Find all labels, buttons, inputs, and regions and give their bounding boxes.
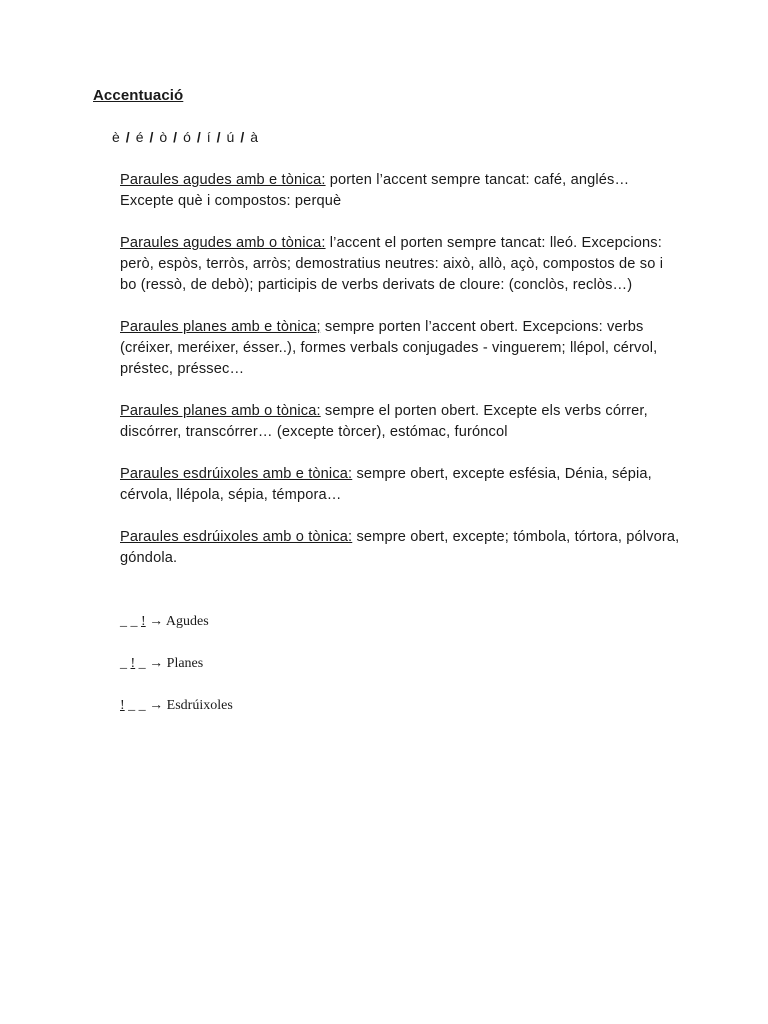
paragraph-text: porten l’accent sempre tancat: café, anglés… Excepte què i compostos: perquè	[120, 172, 630, 209]
paragraph-text: sempre el porten obert. Excepte els verbs córrer, discórrer, transcórrer… (excepte tòrcer), estómac, furóncol	[120, 403, 648, 440]
syllable-rule-agudes	[120, 611, 233, 632]
accent-char: í	[206, 129, 211, 145]
rule-paragraph	[120, 233, 680, 296]
paragraph-heading: Paraules planes amb o tònica:	[120, 403, 321, 419]
accent-separator: /	[173, 129, 178, 145]
document-body	[120, 170, 680, 590]
accent-separator: /	[125, 129, 130, 145]
accent-char: ó	[183, 129, 191, 145]
rule-paragraph	[120, 170, 680, 212]
accent-separator: /	[149, 129, 154, 145]
paragraph-heading: Paraules esdrúixoles amb o tònica:	[120, 529, 353, 545]
rule-pattern-after: _	[135, 656, 146, 671]
paragraph-text: l’accent el porten sempre tancat: lleó. Excepcions: però, espòs, terròs, arròs; demostratius neutres: això, allò, açò, compostos de so i bo (ressò, de debò); participis de verbs derivats de cloure: (conclòs, reclòs…)	[120, 235, 664, 293]
syllable-rules	[120, 611, 233, 737]
arrow-icon: →	[145, 614, 166, 629]
stress-mark: !	[120, 698, 125, 713]
document-title: Accentuació	[93, 87, 184, 104]
rule-pattern-after: _ _	[124, 698, 146, 713]
rule-paragraph	[120, 317, 680, 380]
arrow-icon: →	[145, 698, 167, 713]
accent-char: à	[250, 129, 259, 145]
rule-label: Planes	[166, 656, 204, 671]
paragraph-heading: Paraules agudes amb o tònica:	[120, 235, 326, 251]
accent-separator: /	[216, 129, 221, 145]
syllable-rule-planes	[120, 653, 233, 674]
paragraph-heading: Paraules planes amb e tònica;	[120, 319, 321, 335]
rule-paragraph	[120, 527, 680, 569]
accent-char: ò	[159, 129, 168, 145]
paragraph-heading: Paraules agudes amb e tònica:	[120, 172, 326, 188]
paragraph-text: sempre obert, excepte; tómbola, tórtora, pólvora, góndola.	[120, 529, 680, 566]
stress-mark: !	[130, 656, 136, 671]
accent-list	[112, 129, 258, 145]
accent-separator: /	[240, 129, 245, 145]
rule-paragraph	[120, 464, 680, 506]
rule-label: Agudes	[165, 614, 209, 629]
accent-char: ú	[226, 129, 235, 145]
rule-pattern: _ _	[120, 614, 141, 629]
rule-pattern: _	[120, 656, 131, 671]
paragraph-text: sempre porten l’accent obert. Excepcions: verbs (créixer, meréixer, ésser..), formes verbals conjugades - vinguerem; llépol, cérvol, préstec, préssec…	[120, 319, 658, 377]
rule-label: Esdrúixoles	[166, 698, 233, 713]
accent-char: é	[135, 129, 144, 145]
rule-paragraph	[120, 401, 680, 443]
paragraph-text: sempre obert, excepte esfésia, Dénia, sépia, cérvola, llépola, sépia, témpora…	[120, 466, 652, 503]
arrow-icon: →	[145, 656, 167, 671]
stress-mark: !	[141, 614, 146, 629]
paragraph-heading: Paraules esdrúixoles amb e tònica:	[120, 466, 353, 482]
accent-char: è	[112, 129, 120, 145]
syllable-rule-esdruixoles	[120, 695, 233, 716]
accent-separator: /	[196, 129, 201, 145]
